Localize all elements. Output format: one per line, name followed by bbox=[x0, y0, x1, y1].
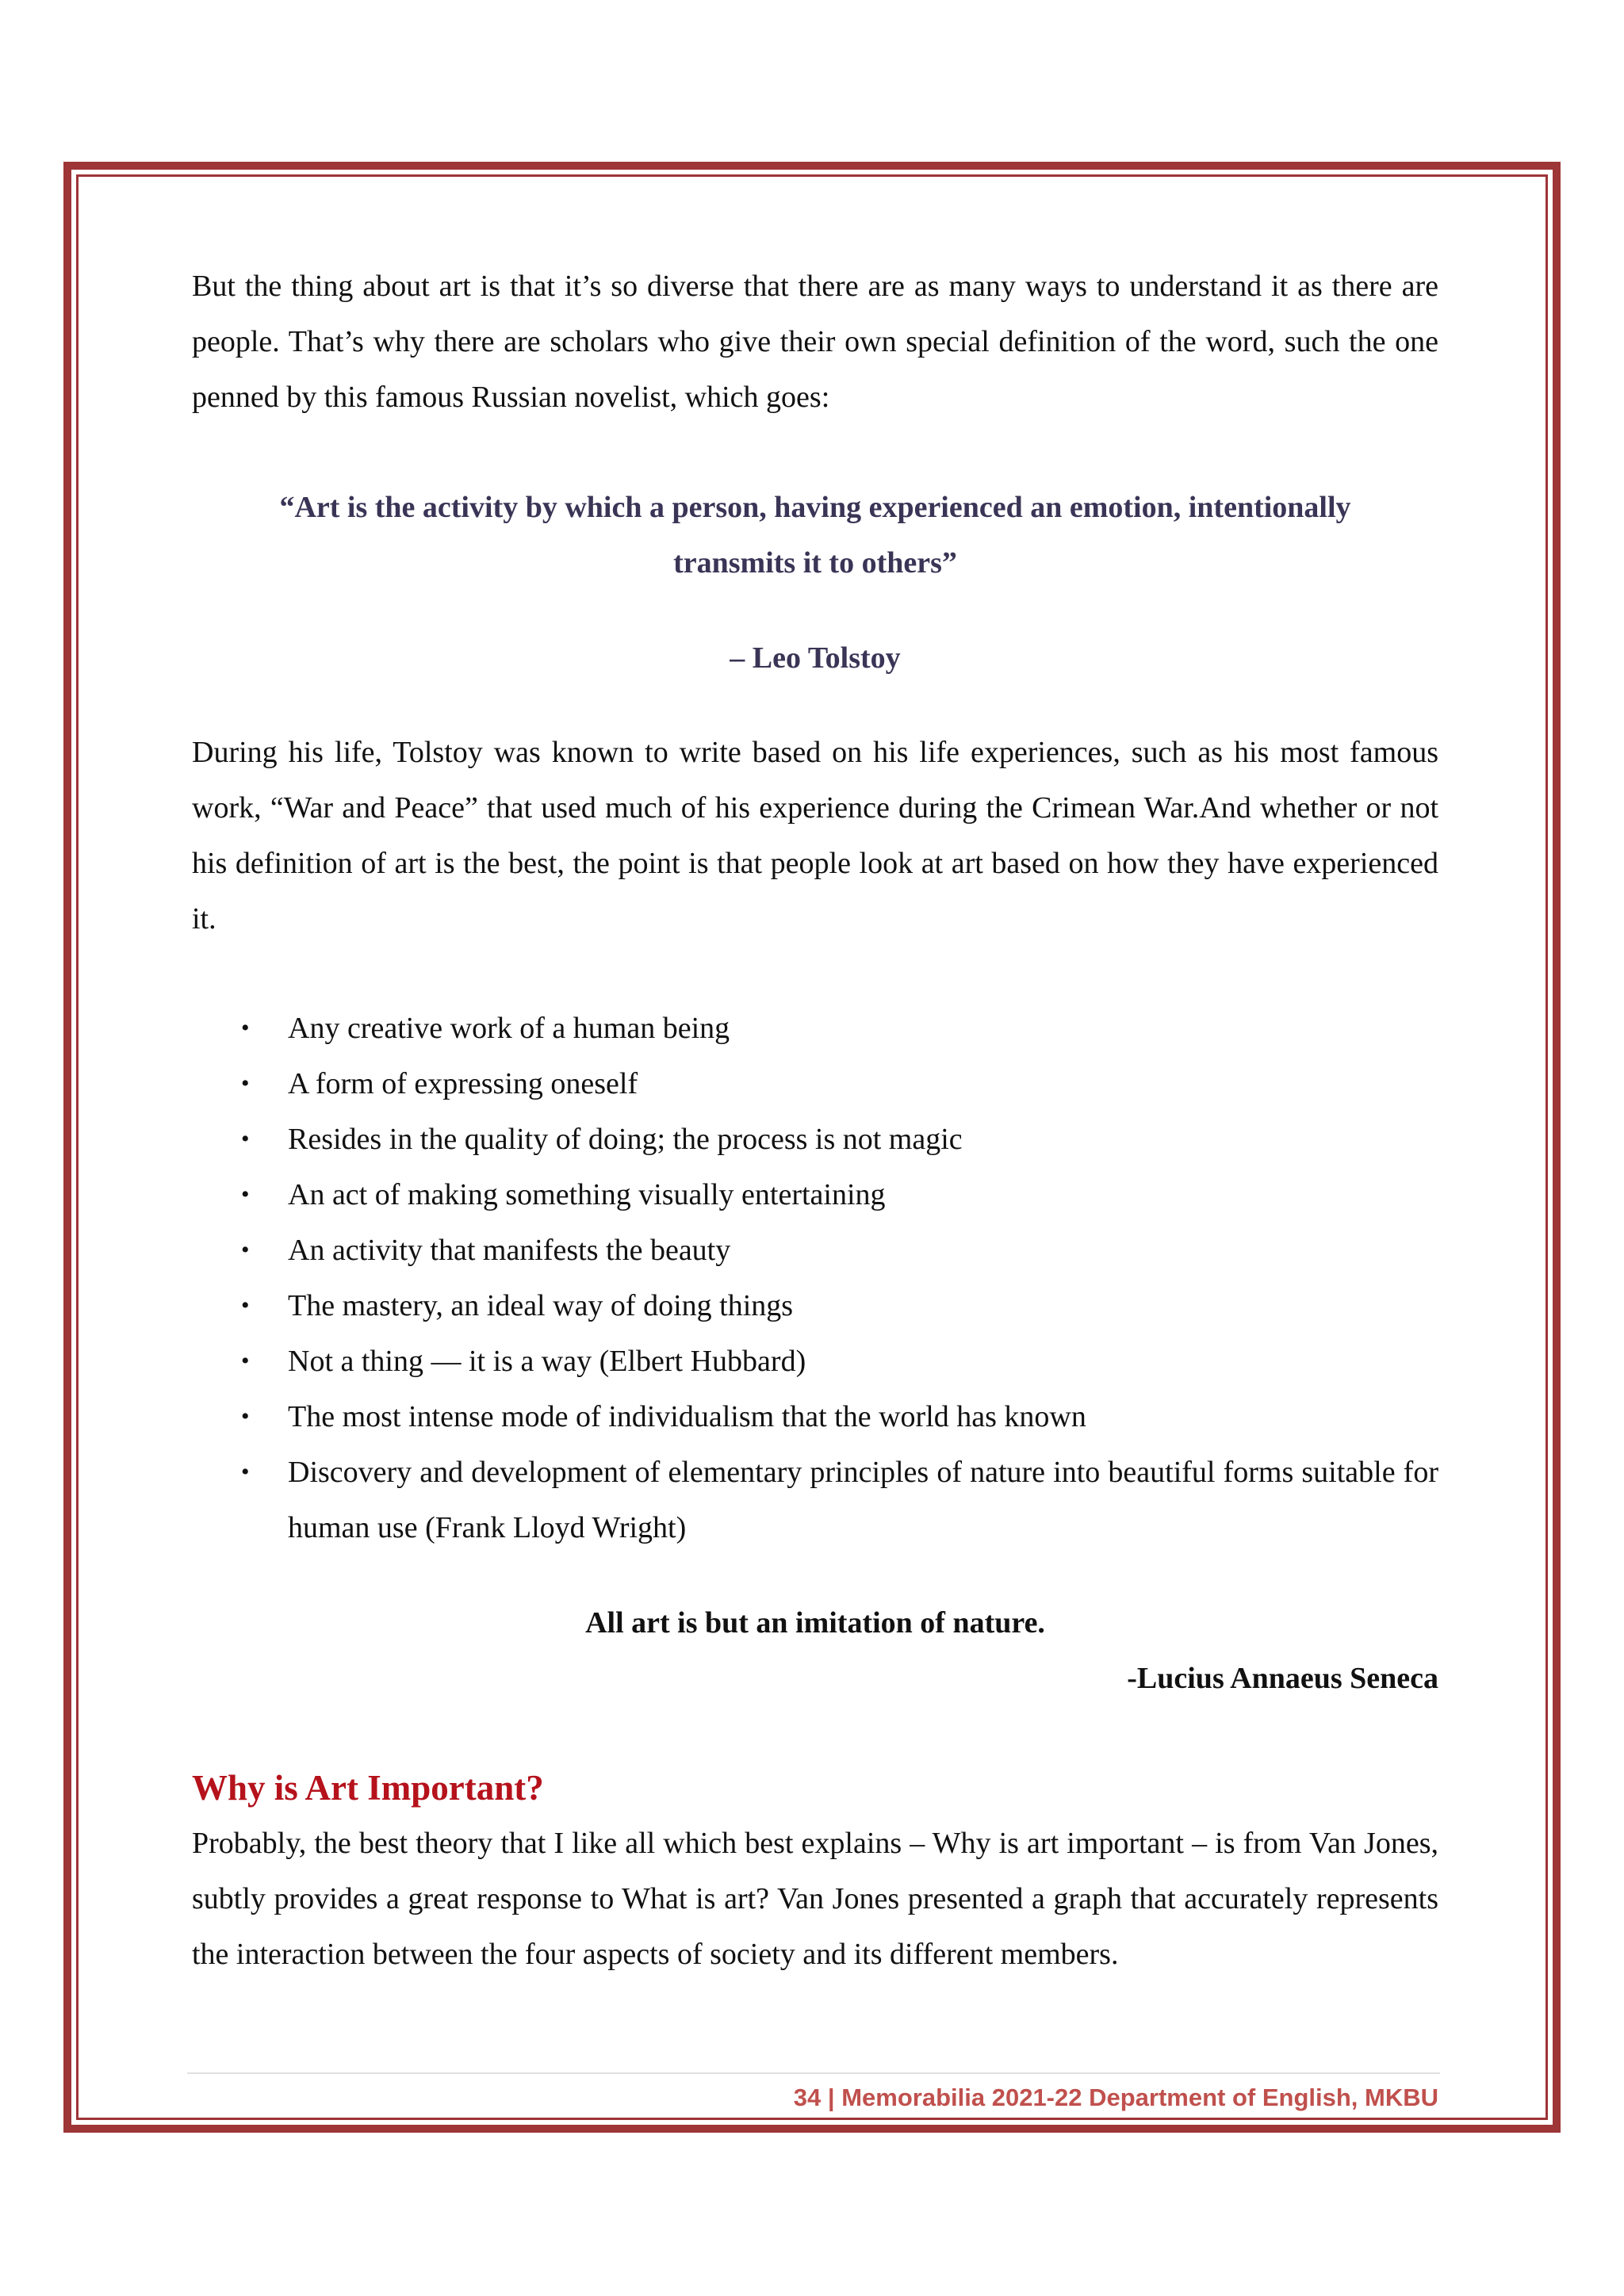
footer-text: Memorabilia 2021-22 Department of English, MKBU bbox=[841, 2084, 1438, 2111]
bullet-icon: • bbox=[241, 1070, 250, 1096]
tolstoy-paragraph: During his life, Tolstoy was known to write based on his life experiences, such as his most famous work, “War and Peace” that used much of his experience during the Crimean War.And whether or not his definition of art is the best, the point is that people look at art based on how they have experienced it. bbox=[192, 736, 1438, 936]
bullet-icon: • bbox=[241, 1181, 250, 1207]
tolstoy-quote bbox=[192, 480, 1438, 686]
list-item: • The mastery, an ideal way of doing things bbox=[192, 1278, 1438, 1334]
spacer bbox=[192, 591, 1438, 630]
list-item: • An activity that manifests the beauty bbox=[192, 1223, 1438, 1278]
bullet-icon: • bbox=[241, 1348, 250, 1374]
page-content bbox=[192, 258, 1438, 1982]
list-item: • An act of making something visually entertaining bbox=[192, 1167, 1438, 1223]
quote-line-2: transmits it to others” bbox=[673, 546, 957, 580]
list-item: • Discovery and development of elementary principles of nature into beautiful forms suitable for human use (Frank Lloyd Wright) bbox=[192, 1445, 1438, 1556]
list-item: • Not a thing — it is a way (Elbert Hubbard) bbox=[192, 1334, 1438, 1389]
definitions-list bbox=[192, 1001, 1438, 1556]
list-item: • Resides in the quality of doing; the process is not magic bbox=[192, 1112, 1438, 1167]
bullet-icon: • bbox=[241, 1292, 250, 1318]
footer-separator: | bbox=[827, 2084, 835, 2111]
bullet-icon: • bbox=[241, 1237, 250, 1263]
section-heading: Why is Art Important? bbox=[192, 1768, 544, 1808]
quote-author: – Leo Tolstoy bbox=[730, 641, 901, 675]
bullet-icon: • bbox=[241, 1015, 250, 1041]
spacer bbox=[192, 425, 1438, 480]
quote-line-1: “Art is the activity by which a person, having experienced an emotion, intentionally bbox=[279, 491, 1351, 524]
van-jones-paragraph: Probably, the best theory that I like all which best explains – Why is art important – is from Van Jones, subtly provides a great response to What is art? Van Jones presented a graph that accurately represents the interaction between the four aspects of society and its different members. bbox=[192, 1827, 1438, 1971]
intro-paragraph: But the thing about art is that it’s so diverse that there are as many ways to understand it as there are people. That’s why there are scholars who give their own special definition of the word, such the one penned by this famous Russian novelist, which goes: bbox=[192, 270, 1438, 414]
page-footer bbox=[794, 2074, 1438, 2122]
bullet-icon: • bbox=[241, 1459, 250, 1485]
seneca-quote: All art is but an imitation of nature. bbox=[585, 1606, 1045, 1640]
seneca-author: -Lucius Annaeus Seneca bbox=[1127, 1662, 1438, 1695]
spacer bbox=[192, 947, 1438, 1001]
list-item: • The most intense mode of individualism that the world has known bbox=[192, 1389, 1438, 1445]
bullet-icon: • bbox=[241, 1126, 250, 1152]
spacer bbox=[192, 1556, 1438, 1595]
page-number: 34 bbox=[793, 2084, 822, 2111]
spacer bbox=[192, 686, 1438, 725]
list-item: • Any creative work of a human being bbox=[192, 1001, 1438, 1056]
list-item: • A form of expressing oneself bbox=[192, 1056, 1438, 1112]
spacer bbox=[192, 1706, 1438, 1760]
bullet-icon: • bbox=[241, 1403, 250, 1429]
